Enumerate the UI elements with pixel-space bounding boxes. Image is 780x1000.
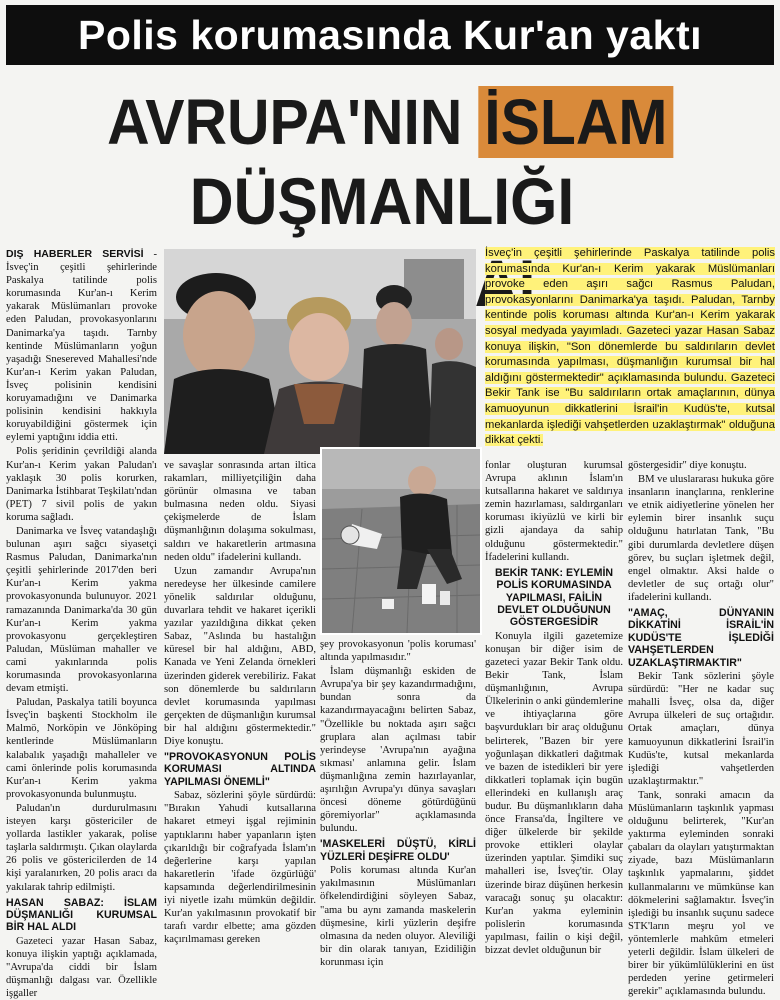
headline-highlight: İSLAM bbox=[479, 86, 673, 158]
lead-paragraph: İsveç'in çeşitli şehirlerinde Paskalya tatilinde polis korumasında Kur'an-ı Kerim yakarak Müslümanları provoke eden aşırı sağcı Rasmus Paludan, provokasyonlarını Danimarka'ya taşıdı. Paludan, Tarnby kentinde polis koruması altında Kur'an-ı Kerim yakarak sosyal medyada yayımladı. Gazeteci yazar Hasan Sabaz konuya ilişkin, "Son dönemlerde bu saldırıların devlet korumasında yapılması, düşmanlığın kurumsal bir hal aldığını göstermektedir" açıklamasında bulundu. Gazeteci Bekir Tank ise "Bu saldırıların ortak amaçlarının, dünya kamuoyunun dikkatlerini İsrail'in Kudüs'te, kutsal mekanlarda işlediği vahşetlerden uzaklaştırmak" olduğuna dikkat çekti. bbox=[485, 247, 775, 447]
byline: DIŞ HABERLER SERVİSİ bbox=[6, 248, 144, 260]
article-column-1: DIŞ HABERLER SERVİSİ - İsveç'in çeşitli şehirlerinde Paskalya tatilinde polis korumasında Kur'an-ı Kerim yakarak Müslümanları provoke eden Paludan, provokasyonlarını Danimarka'ya taşıdı. Tarnby kentinde Müslümanların yoğun yaşadığı Snesereved Mahallesi'nde Kur'an-ı Kerim yakan Paludan, İsveç polisinin kendisini koruyamadığını ve Danimarka polisinin kendisini hakkıyla koruyabildiğini göstermek için eylemi yaptığını iddia etti. Polis şeridinin çevrildiği alanda Kur'an-ı Kerim yakan Paludan'ı yaklaşık 30 polis korurken, Danimarka İstihbarat Teşkilatı'ndan (PET) 7 sivil polis de yakın koruma sağladı. Danimarka ve İsveç vatandaşlığı bulunan aşırı sağcı siyasetçi Rasmus Paludan, Danimarka'nın çeşitli şehirlerinde 2017'den beri Kur'an-ı Kerim yakma provokasyonunda bulunuyor. 2021 ramazanında Danimarka'da 30 gün Kur'an-ı Kerim yakma provokasyonu gerçekleştiren Paludan, Müslüman mahaller ve cami yakınlarında polis korumasında provokasyonlarına devam etmişti. Paludan, Paskalya tatili boyunca İsveç'in başkenti Stockholm ile Malmö, Norköpin ve Jönköping kentlerinde Müslümanların kalabalık yaşadığı mahalleler ve cami önlerinde polis korumasında Kur'an-ı Kerim yakma provokasyonunda bulunmuştu. Paludan'ın durdurulmasını isteyen karşı göstericiler de yollarda lastikler yakarak, polise taşlarla saldırmıştı. Çıkan olaylarda 26 polis ve göstericilerden de 14 kişi yaralanırken, 20 polis aracı da yakılarak tahrip edilmişti. HASAN SABAZ: İSLAM DÜŞMANLIĞI KURUMSAL BİR HAL ALDI Gazeteci yazar Hasan Sabaz, konuya ilişkin yaptığı açıklamada, "Avrupa'da ciddi bir İslam düşmanlığı dalgası var. Özellikle işgaller bbox=[6, 248, 158, 1000]
article-column-3: şey provokasyonun 'polis koruması' altında yapılmasıdır." İslam düşmanlığı eskiden de Avrupa'ya bir şey kazandırmadığını, bundan sonra da kazandırmayacağını belirten Sabaz, "Özellikle bu noktada aşırı sağcı gruplara alan açılması tabir yerindeyse 'Avrupa'nın ayağına sıkması' anlamına gelir. İslam düşmanlığına zemin hazırlayanlar, aşırılığın Avrupa'yı dünya savaşları öncesi döneme götürdüğünü göremiyorlar" açıklamasında bulundu. 'MASKELERİ DÜŞTÜ, KİRLİ YÜZLERİ DEŞİFRE OLDU' Polis koruması altında Kur'an yakılmasının Müslümanları öfkelendirdiğini söyleyen Sabaz, "ama bu aynı zamanda maskelerin düşmesine, kirli yüzlerin deşifre olmasına da neden oluyor. Aleviliği bir din olarak tanıyan, Ezidiliğin korunması için bbox=[320, 639, 476, 968]
top-banner bbox=[6, 5, 774, 65]
subheading: HASAN SABAZ: İSLAM DÜŞMANLIĞI KURUMSAL BİR HAL ALDI bbox=[6, 896, 157, 934]
protest-photo bbox=[164, 249, 476, 454]
protest-photo-illustration bbox=[164, 249, 476, 454]
quran-burning-illustration bbox=[322, 449, 480, 633]
article-column-4: fonlar oluşturan kurumsal Avrupa aklının İslam'ın kutsallarına hakaret ve saldırıya zemin hazırlaması, saldırganları koruması ikiyüzlü ve kirli bir gizli ajandaya da sahip olduğunu göstermektedir." İfadelerini kullandı. BEKİR TANK: EYLEMİN POLİS KORUMASINDA YAPILMASI, FAİLİN DEVLET OLDUĞUNUN GÖSTERGESİDİR Konuyla ilgili gazetemize konuşan bir diğer isim de gazeteci yazar Bekir Tank oldu. Bekir Tank, İslam düşmanlığının, Avrupa Ülkelerinin o anki gündemlerine ve ihtiyaçlarına göre başvurdukları bir araç olduğunu belirterek, "Bazen bir yere yoğunlaşan dikkatleri dağıtmak ve bazen de istedikleri bir yere dikkatleri toplamak için bugün ellerindeki en kullanışlı araç budur. Bu düşmanlıkların daha önce Fransa'da, İngiltere ve diğer ülkelerde bir şekilde provoke ettikleri olaylar üzerinden yaptılar. Şimdiki suç mahalleri ise, İsveç'tir. Olay üzerinde biraz düşünen herkesin varacağı sonuç şu olacaktır: Kur'an yakma eyleminin polislerin korumasında yapılması, failin o kişi değil, bizzat devlet olduğunun bir bbox=[485, 460, 623, 957]
banner-title: Polis korumasında Kur'an yaktı bbox=[78, 11, 702, 58]
subheading: 'MASKELERİ DÜŞTÜ, KİRLİ YÜZLERİ DEŞİFRE OLDU' bbox=[320, 838, 476, 863]
article-column-2: ve savaşlar sonrasında artan iltica rakamları, milliyetçiliğin daha görünür olmasına ve taban bulmasına neden oldu. Siyasi çekişmelerde de İslam düşmanlığının dolaşıma sokulması, saldırı ve hakaretlerin artmasına neden oldu" ifadelerini kullandı. Uzun zamandır Avrupa'nın neredeyse her ülkesinde camilere yönelik saldırılar olduğunu, duvarlara tehdit ve hakaret içerikli yazılar yazıldığına dikkat çeken Sabaz, "Aslında bu hastalığın küresel bir hal aldığını, ABD, Kanada ve Yeni Zelanda örnekleri üzerinden giderek verebiliriz. Fakat son dönemlerde bu saldırıların devlet korumasında yapılması gerçekten de düşmanlığın kurumsal bir hal aldığını göstermektedir." Diye konuştu. "PROVOKASYONUN POLİS KORUMASI ALTINDA YAPILMASI ÖNEMLİ" Sabaz, sözlerini şöyle sürdürdü: "Bırakın Yahudi kutsallarına hakaret etmeyi işgal rejiminin yaptıklarını haber yapanların işten çıkarıldığı bir coğrafyada İslam'ın değerlerine karşı yapılan hakaretlerin 'ifade özgürlüğü' kapsamında değerlendirilmesinin iyi niyetle izahı mümkün değildir. Kur'an yakılmasının provokatif bir tarafı vardır elbette; ama gözden kaçırılmaması gereken bbox=[164, 460, 316, 946]
article-column-5: göstergesidir" diye konuştu. BM ve uluslararası hukuka göre insanların inançlarına, renklerine ve etnik aidiyetlerine yönelen her eylemin birer insanlık suçu olduğunu hatırlatan Tank, "Bu gibi durumlarda devletlere düşen görev, bu suçları işletmek değil, engel olmaktır. Aksi halde o devletler de suç ortağı olur" ifadelerini kullandı. "AMAÇ, DÜNYANIN DİKKATİNİ İSRAİL'İN KUDÜS'TE İŞLEDİĞİ VAHŞETLERDEN UZAKLAŞTIRMAKTIR" Bekir Tank sözlerini şöyle sürdürdü: "Her ne kadar suç mahalli İsveç, olsa da, diğer Avrupa ülkeleri de suç ortağıdır. Ortak amaçları, dünya kamuoyunun dikkatlerini İsrail'in Kudüs'te, kutsal mekanlarda işlediği vahşetlerden uzaklaştırmaktır." Tank, sonraki amacın da Müslümanların taşkınlık yapması olduğunu belirterek, "Kur'an yaktırma eyleminden sonraki çabaları da olayları yatıştırmaktan ziyade, bazı Müslümanların taşkınlık yapmalarını, şiddet kullanmalarını ve mümkünse kan dökmelerini sağlamaktır. İsveç'in işlediği bu insanlık suçunu sadece STK'ların meşru yol ve yöntemlerle mahkûm etmeleri yeterli değildir. İslam ülkeleri de birer bir yükümlülüklerini en üst perdeden yerine getirmeleri gerekir" açıklamasında bulundu. bbox=[628, 460, 774, 998]
subheading: "AMAÇ, DÜNYANIN DİKKATİNİ İSRAİL'İN KUDÜS'TE İŞLEDİĞİ VAHŞETLERDEN UZAKLAŞTIRMAKTIR" bbox=[628, 607, 774, 669]
subheading: "PROVOKASYONUN POLİS KORUMASI ALTINDA YAPILMASI ÖNEMLİ" bbox=[164, 751, 316, 788]
subheading: BEKİR TANK: EYLEMİN POLİS KORUMASINDA YAPILMASI, FAİLİN DEVLET OLDUĞUNUN GÖSTERGESİDİR bbox=[494, 566, 614, 629]
headline-line2: DÜŞMANLIĞI bbox=[189, 164, 575, 238]
headline-line1: AVRUPA'NIN İSLAM bbox=[31, 82, 749, 162]
quran-burning-photo bbox=[320, 447, 482, 635]
